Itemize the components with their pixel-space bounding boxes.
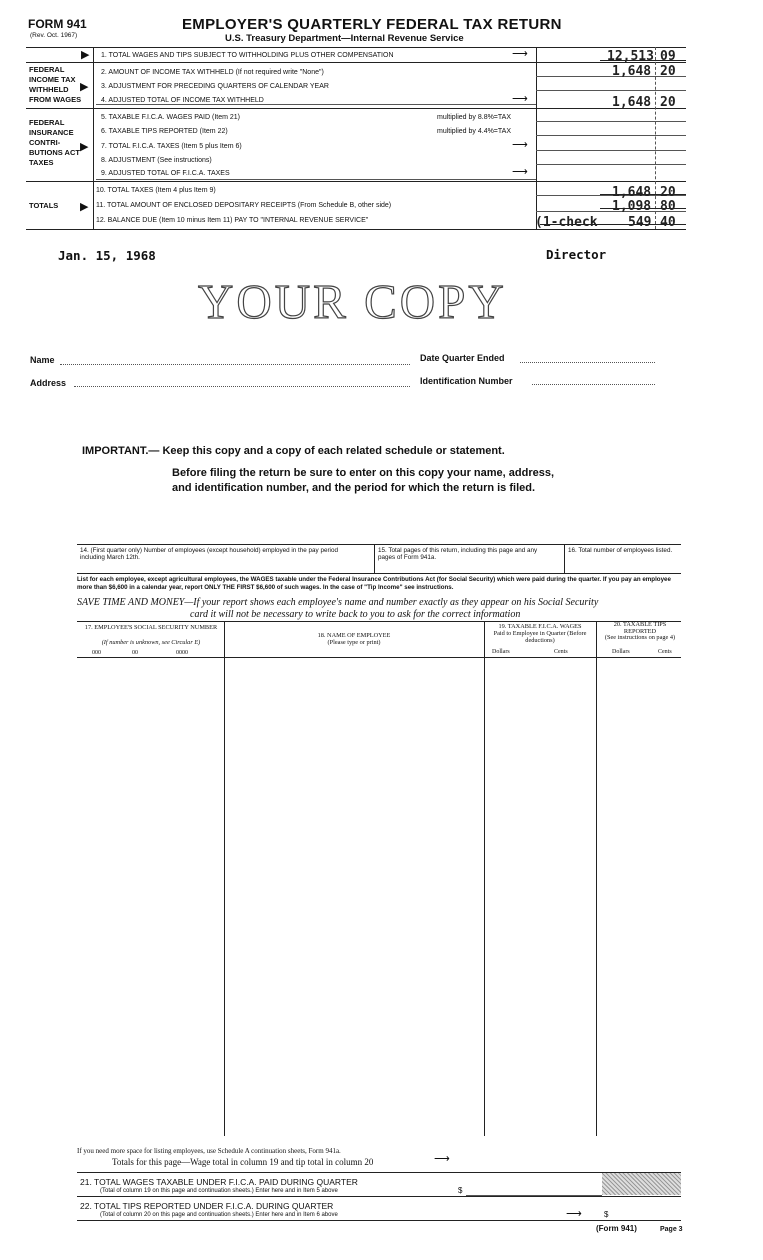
- your-copy-stamp: YOUR COPY: [198, 274, 507, 329]
- pointer-icon: ▶: [81, 49, 90, 61]
- line-12-cents: 40: [660, 215, 676, 230]
- form-ref: (Form 941): [596, 1224, 637, 1233]
- pointer-icon: ▶: [80, 141, 89, 153]
- line-2-cents: 20: [660, 64, 676, 79]
- line-1-label: 1. TOTAL WAGES AND TIPS SUBJECT TO WITHHOLDING PLUS OTHER COMPENSATION: [101, 52, 394, 59]
- col-19-cents: Cents: [554, 649, 568, 655]
- line-2-amount: 1,648: [612, 64, 652, 79]
- line-21-label: 21. TOTAL WAGES TAXABLE UNDER F.I.C.A. PAID DURING QUARTER: [80, 1177, 358, 1187]
- line-12-amount: 549: [628, 215, 652, 230]
- line-3-label: 3. ADJUSTMENT FOR PRECEDING QUARTERS OF CALENDAR YEAR: [101, 83, 329, 90]
- line-12-label: 12. BALANCE DUE (Item 10 minus Item 11) PAY TO "INTERNAL REVENUE SERVICE": [96, 217, 369, 224]
- line-1-amount: 12,513: [607, 49, 654, 64]
- col-19-dollars: Dollars: [492, 649, 510, 655]
- line-9-label: 9. ADJUSTED TOTAL OF F.I.C.A. TAXES: [101, 170, 230, 177]
- form-title: EMPLOYER'S QUARTERLY FEDERAL TAX RETURN: [182, 16, 562, 33]
- line-11-amount: 1,098: [612, 199, 652, 214]
- line-8-label: 8. ADJUSTMENT (See instructions): [101, 157, 212, 164]
- col-20-cents: Cents: [658, 649, 672, 655]
- important-line2: Before filing the return be sure to enter on this copy your name, address,: [172, 467, 555, 479]
- line-1-cents: 09: [660, 49, 676, 64]
- right-arrow-icon: ⟶: [512, 48, 528, 60]
- line-6-rate: multiplied by 4.4%=TAX: [437, 128, 511, 135]
- box-15-label: 15. Total pages of this return, including this page and any pages of Form 941a.: [378, 547, 538, 561]
- form-number: FORM 941: [28, 17, 87, 31]
- more-space-note: If you need more space for listing employees, use Schedule A continuation sheets, Form 941a.: [77, 1147, 341, 1155]
- col-20-sub: (See instructions on page 4): [604, 634, 676, 641]
- right-arrow-icon: ⟶: [434, 1153, 450, 1165]
- col-18-header: 18. NAME OF EMPLOYEE: [317, 632, 391, 639]
- line-7-label: 7. TOTAL F.I.C.A. TAXES (Item 5 plus Item 6): [101, 143, 242, 150]
- col-19-header: 19. TAXABLE F.I.C.A. WAGES: [498, 623, 582, 630]
- totals-for-page: Totals for this page—Wage total in column 19 and tip total in column 20: [112, 1157, 374, 1167]
- line-4-label: 4. ADJUSTED TOTAL OF INCOME TAX WITHHELD: [101, 97, 264, 104]
- line-11-cents: 80: [660, 199, 676, 214]
- line-5-rate: multiplied by 8.8%=TAX: [437, 114, 511, 121]
- line-10-cents: 20: [660, 185, 676, 200]
- date-quarter-label: Date Quarter Ended: [420, 353, 505, 363]
- department: U.S. Treasury Department—Internal Revenue Service: [225, 33, 464, 44]
- col-19-sub: Paid to Employee in Quarter (Before deductions): [493, 630, 587, 644]
- pointer-icon: ▶: [80, 201, 89, 213]
- right-arrow-icon: ⟶: [566, 1208, 582, 1220]
- line-21-sub: (Total of column 19 on this page and continuation sheets.) Enter here and in Item 5 above: [100, 1188, 338, 1194]
- signature-title: Director: [546, 247, 607, 262]
- id-number-label: Identification Number: [420, 376, 513, 386]
- address-label: Address: [30, 378, 67, 388]
- line-10-amount: 1,648: [612, 185, 652, 200]
- col-20-header: 20. TAXABLE TIPS REPORTED: [613, 621, 667, 635]
- line-22-label: 22. TOTAL TIPS REPORTED UNDER F.I.C.A. DURING QUARTER: [80, 1201, 334, 1211]
- col-17-header: 17. EMPLOYEE'S SOCIAL SECURITY NUMBER: [84, 624, 218, 631]
- line-5-label: 5. TAXABLE F.I.C.A. WAGES PAID (Item 21): [101, 114, 241, 121]
- line-21-dollar: $: [458, 1186, 463, 1195]
- ssn-part-1: 000: [92, 650, 101, 656]
- col-20-dollars: Dollars: [612, 649, 630, 655]
- important-lead: IMPORTANT.— Keep this copy and a copy of each related schedule or statement.: [82, 445, 505, 457]
- pointer-icon: ▶: [80, 81, 89, 93]
- right-arrow-icon: ⟶: [512, 139, 528, 151]
- line-22-dollar: $: [604, 1210, 609, 1219]
- signature-date: Jan. 15, 1968: [58, 248, 156, 263]
- name-label: Name: [30, 355, 55, 365]
- col-17-sub: (If number is unknown, see Circular E): [101, 639, 201, 646]
- line-4-amount: 1,648: [612, 95, 652, 110]
- col-18-sub: (Please type or print): [327, 639, 381, 646]
- right-arrow-icon: ⟶: [512, 166, 528, 178]
- line-4-cents: 20: [660, 95, 676, 110]
- line-6-label: 6. TAXABLE TIPS REPORTED (Item 22): [101, 128, 228, 135]
- form-revision: (Rev. Oct. 1967): [30, 32, 78, 39]
- box-14-label: 14. (First quarter only) Number of employees (except household) employed in the pay period including March 12th.: [80, 547, 338, 561]
- line-12-note: (1-check: [535, 215, 598, 230]
- section-income-tax: FEDERAL INCOME TAX WITHHELD FROM WAGES: [29, 65, 82, 104]
- important-line3: and identification number, and the period for which the return is filed.: [172, 482, 536, 494]
- right-arrow-icon: ⟶: [512, 93, 528, 105]
- line-10-label: 10. TOTAL TAXES (Item 4 plus Item 9): [96, 187, 216, 194]
- shaded-box: [602, 1173, 681, 1195]
- line-11-label: 11. TOTAL AMOUNT OF ENCLOSED DEPOSITARY RECEIPTS (From Schedule B, other side): [96, 202, 392, 209]
- box-16-label: 16. Total number of employees listed.: [568, 547, 673, 554]
- ssn-part-3: 0000: [176, 650, 188, 656]
- list-instructions: List for each employee, except agricultural employees, the WAGES taxable under the Federal Insurance Contributions Act (for Social Security) which were paid during the quarter. If you pay an employee more than $6,600 in a calendar year, report ONLY THE FIRST $6,600 of such wages. In the case of "Tip Income" see instructions.: [77, 576, 671, 591]
- page-number: Page 3: [660, 1226, 683, 1233]
- section-fica: FEDERAL INSURANCE CONTRI-BUTIONS ACT TAXES: [29, 118, 80, 167]
- save-time-notice-2: card it will not be necessary to write back to you to ask for the correct information: [190, 609, 521, 620]
- line-22-sub: (Total of column 20 on this page and continuation sheets.) Enter here and in Item 6 above: [100, 1212, 338, 1218]
- line-2-label: 2. AMOUNT OF INCOME TAX WITHHELD (If not required write "None"): [101, 69, 324, 76]
- save-time-notice: SAVE TIME AND MONEY—If your report shows each employee's name and number exactly as they appear on his Social Security: [77, 597, 599, 608]
- section-totals: TOTALS: [29, 201, 59, 210]
- ssn-part-2: 00: [132, 650, 138, 656]
